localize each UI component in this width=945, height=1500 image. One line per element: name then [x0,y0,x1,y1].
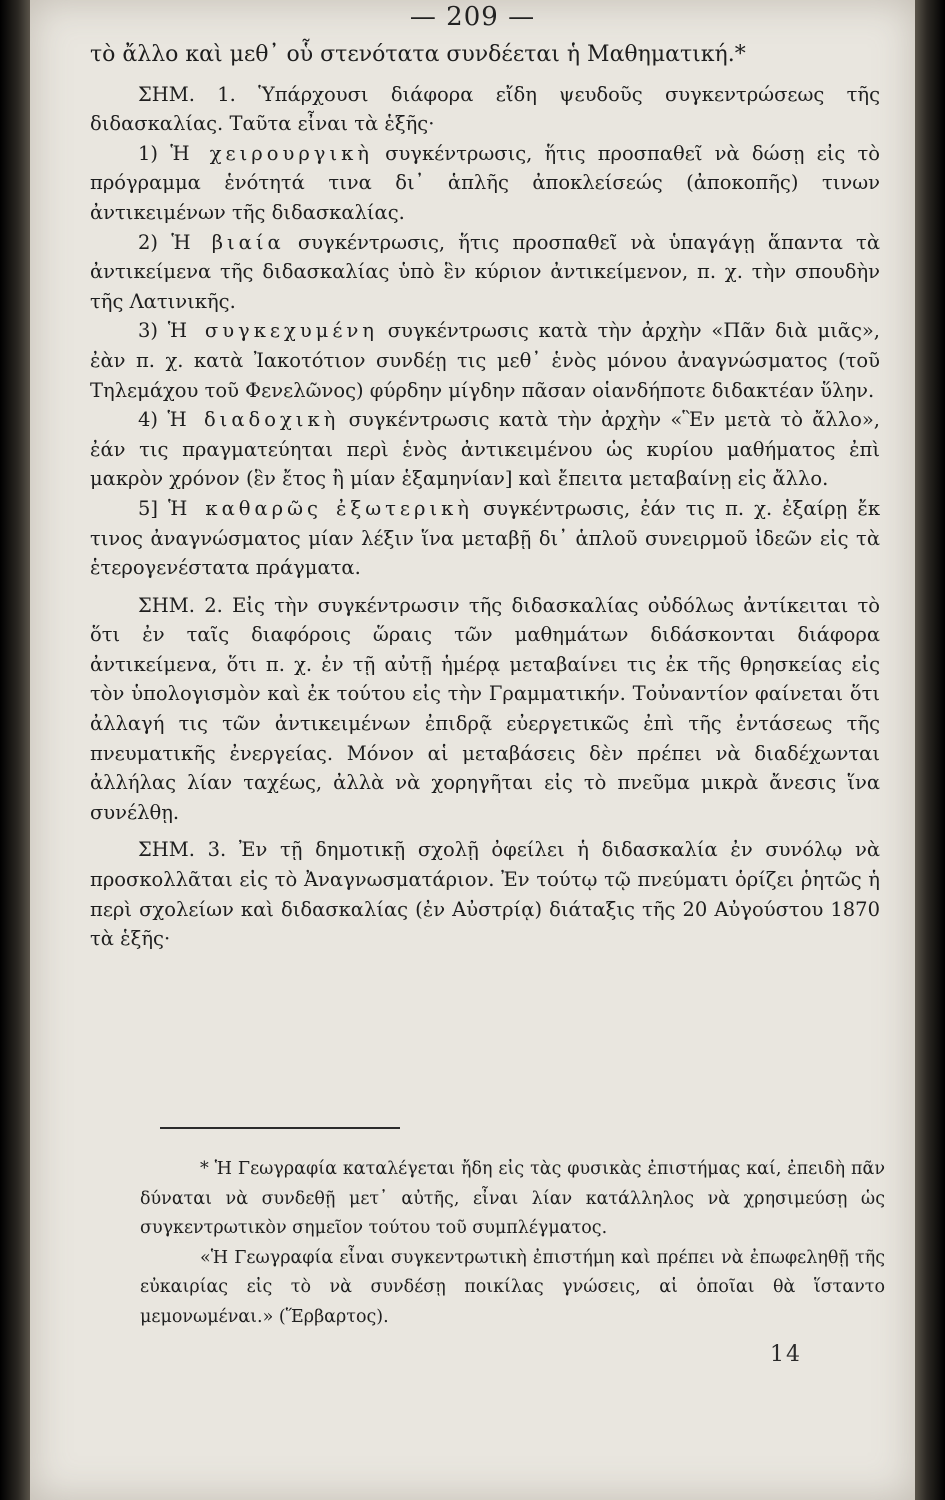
item-text: συγκέντρωσις, ἐάν τις π. χ. ἐξαίρῃ ἔκ τινος ἀναγνώσματος μίαν λέξιν ἵνα μεταβῇ δι᾽ ἁπλοῦ συνειρμοῦ ἰδεῶν εἰς τὰ ἑτερογενέστατα πράγματα. [90,496,881,580]
item-term: Ἡ καθαρῶς ἐξωτερικὴ [168,496,473,520]
signature-mark: 14 [770,1342,802,1367]
item-text: συγκέντρωσις κατὰ τὴν ἀρχὴν «Ἓν μετὰ τὸ ἄλλο», ἐάν τις πραγματεύηται περὶ ἑνὸς ἀντικειμένου ὡς κυρίου μαθήματος ἐπὶ μακρὸν χρόνον (ἓν ἔτος ἢ μίαν ἑξαμηνίαν] καὶ ἔπειτα μεταβαίνῃ εἰς ἄλλο. [90,408,880,491]
item-term: Ἡ βιαία [171,230,285,254]
note-1-intro [90,80,880,139]
main-text [90,40,880,954]
note-3 [90,835,880,953]
note-2-label: ΣΗΜ. 2. [138,593,223,617]
scan-edge-right [915,0,945,1500]
book-page [30,0,915,1500]
item-term: Ἡ συγκεχυμένη [167,319,378,343]
item-number: 3) [138,319,159,343]
item-text: συγκέντρωσις κατὰ τὴν ἀρχὴν «Πᾶν διὰ μιᾶς», ἐὰν π. χ. κατὰ Ἰακοτότιον συνδέῃ τις μεθ᾽ ἑνὸς μόνου ἀναγνώσματος (τοῦ Τηλεμάχου τοῦ Φενελῶνος) φύρδην μίγδην πᾶσαν οἱανδήποτε διδακτέαν ὕλην. [90,319,880,402]
footnote-paragraph: «Ἡ Γεωγραφία εἶναι συγκεντρωτικὴ ἐπιστήμη καὶ πρέπει νὰ ἐπωφεληθῇ τῆς εὐκαιρίας εἰς τὸ νὰ συνδέσῃ ποικίλας γνώσεις, αἱ ὁποῖαι θὰ ἵσταντο μεμονωμέναι.» (Ἕρβαρτος). [140,1247,885,1327]
note-2 [90,591,880,828]
item-text: συγκέντρωσις, ἥτις προσπαθεῖ νὰ ὑπαγάγῃ ἅπαντα τὰ ἀντικείμενα τῆς διδασκαλίας ὑπὸ ἓν κύριον ἀντικείμενον, π. χ. τὴν σπουδὴν τῆς Λατινικῆς. [90,230,881,313]
note-1-item [90,316,880,405]
note-1-item [90,494,880,583]
opening-line: τὸ ἄλλο καὶ μεθ᾽ οὗ στενότατα συνδέεται ἡ Μαθηματική.* [90,42,746,67]
note-3-label: ΣΗΜ. 3. [138,838,227,862]
item-term: Ἡ διαδοχικὴ [167,408,340,432]
footnote-divider [160,1127,400,1129]
note-1-item [90,405,880,494]
note-1-label: ΣΗΜ. 1. [138,82,236,106]
scan-edge-left [0,0,30,1500]
item-term: Ἡ χειρουργικὴ [170,141,373,165]
note-1-item [90,139,880,228]
item-number: 2) [138,230,159,254]
footnote-paragraph: * Ἡ Γεωγραφία καταλέγεται ἤδη εἰς τὰς φυσικὰς ἐπιστήμας καί, ἐπειδὴ πᾶν δύναται νὰ συνδεθῇ μετ᾽ αὐτῆς, εἶναι λίαν κατάλληλος νὰ χρησιμεύσῃ ὡς συγκεντρωτικὸν σημεῖον τούτου τοῦ συμπλέγματος. [140,1159,885,1238]
item-number: 5] [138,496,159,520]
item-number: 1) [138,141,159,165]
note-1-item [90,228,880,317]
item-number: 4) [138,408,159,432]
note-1-intro-text: Ὑπάρχουσι διάφορα εἴδη ψευδοῦς συγκεντρώσεως τῆς διδασκαλίας. Ταῦτα εἶναι τὰ ἑξῆς· [90,82,880,136]
note-2-text: Εἰς τὴν συγκέντρωσιν τῆς διδασκαλίας οὐδόλως ἀντίκειται τὸ ὅτι ἐν ταῖς διαφόροις ὥραις τῶν μαθημάτων διδάσκονται διάφορα ἀντικείμενα, ὅτι π. χ. ἐν τῇ αὐτῇ ἡμέρᾳ μεταβαίνει τις ἐκ τῆς θρησκείας εἰς τὸν ὑπολογισμὸν καὶ ἐκ τούτου εἰς τὴν Γραμματικήν. Τοὐναντίον φαίνεται ὅτι ἀλλαγή τις τῶν ἀντικειμένων ἐπιδρᾷ εὐεργετικῶς ἐπὶ τῆς ἐντάσεως τῆς πνευματικῆς ἐνεργείας. Μόνον αἱ μεταβάσεις δὲν πρέπει νὰ διαδέχωνται ἀλλήλας λίαν ταχέως, ἀλλὰ νὰ χορηγῆται εἰς τὸ πνεῦμα μικρὰ ἄνεσις ἵνα συνέλθῃ. [90,593,881,824]
page-number: — 209 — [409,2,536,32]
footnote [140,1155,885,1332]
note-3-text: Ἐν τῇ δημοτικῇ σχολῇ ὀφείλει ἡ διδασκαλία ἐν συνόλῳ νὰ προσκολλᾶται εἰς τὸ Ἀναγνωσματάριον. Ἐν τούτῳ τῷ πνεύματι ὁρίζει ῥητῶς ἡ περὶ σχολείων καὶ διδασκαλίας (ἐν Αὐστρίᾳ) διάταξις τῆς 20 Αὐγούστου 1870 τὰ ἑξῆς· [90,838,880,951]
item-text: συγκέντρωσις, ἥτις προσπαθεῖ νὰ δώσῃ εἰς τὸ πρόγραμμα ἑνότητά τινα δι᾽ ἁπλῆς ἀποκλείσεώς (ἀποκοπῆς) τινων ἀντικειμένων τῆς διδασκαλίας. [90,141,881,224]
